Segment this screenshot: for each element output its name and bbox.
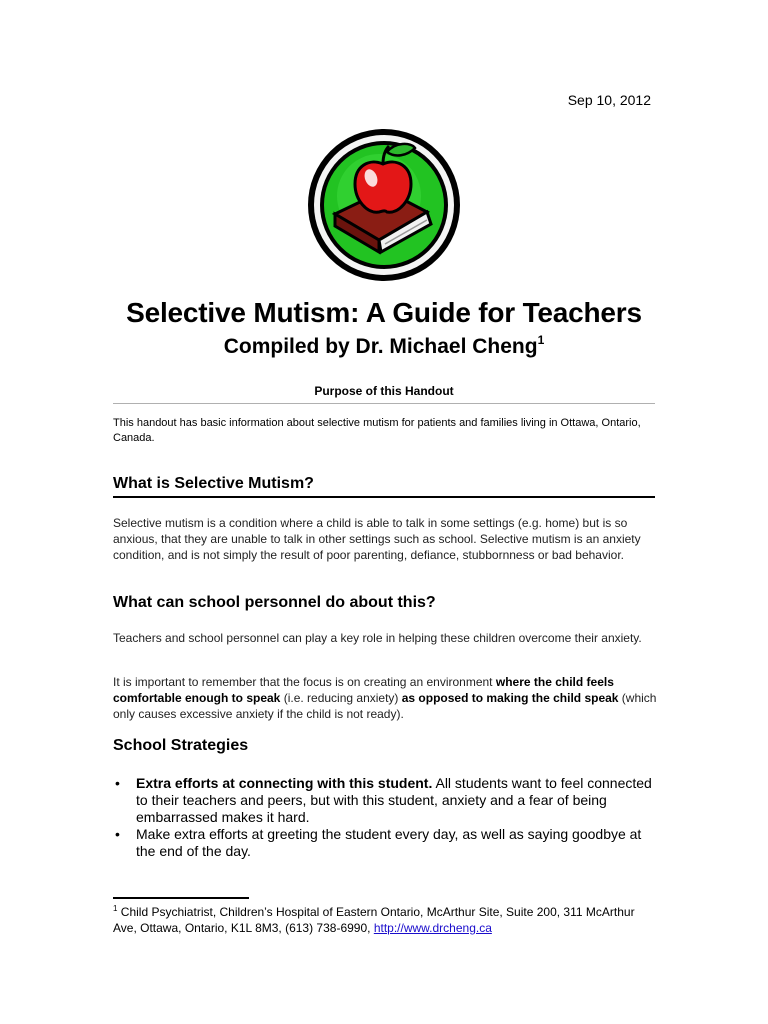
apple-on-book-icon [307,128,461,282]
section-heading-what-is: What is Selective Mutism? [113,475,655,498]
footnote-separator [113,897,249,899]
bullet-icon: • [115,826,120,842]
emphasis-text: where the child feels comfortable enough to speak [113,675,614,705]
section-text-what-can-2 [113,674,658,722]
purpose-heading: Purpose of this Handout [113,384,655,404]
footnote-reference: 1 [537,333,545,347]
section-heading-strategies: School Strategies [113,737,249,754]
purpose-text: This handout has basic information about selective mutism for patients and families living in Ottawa, Ontario, Canada. [113,417,641,444]
website-link[interactable]: http://www.drcheng.ca [373,921,492,935]
document-subtitle [0,333,768,359]
footnote-text: Child Psychiatrist, Children’s Hospital of Eastern Ontario, McArthur Site, Suite 200, 311 McArthur Ave, Ottawa, Ontario, K1L 8M3, (613) 738-6990, [113,905,635,935]
bullet-icon: • [115,775,120,791]
footnote [113,901,658,936]
text-run: (which only causes excessive anxiety if the child is not ready). [113,691,657,721]
list-item-text: Make extra efforts at greeting the student every day, as well as saying goodbye at the end of the day. [136,826,642,859]
section-text-what-is: Selective mutism is a condition where a child is able to talk in some settings (e.g. home) but is so anxious, that they are unable to talk in other settings such as school. Selective mutism is an anxiety condition, and is not simply the result of poor parenting, defiance, stubbornness or bad behavior. [113,516,641,562]
document-date: Sep 10, 2012 [567,92,651,108]
emphasis-text: as opposed to making the child speak [401,691,619,705]
section-heading-what-can: What can school personnel do about this? [113,594,436,611]
document-title: Selective Mutism: A Guide for Teachers [126,297,642,328]
section-text-what-can-1: Teachers and school personnel can play a key role in helping these children overcome their anxiety. [113,631,642,645]
list-item-text: All students want to feel connected to their teachers and peers, but with this student, anxiety and a fear of being embarrassed makes it hard. [136,775,652,825]
list-item [113,826,658,860]
footnote-marker: 1 [113,904,118,913]
list-item-emphasis: Extra efforts at connecting with this student. [136,775,433,791]
strategies-list [113,775,658,860]
text-run: It is important to remember that the focus is on creating an environment [113,675,496,689]
text-run: (i.e. reducing anxiety) [280,691,402,705]
list-item [113,775,658,826]
subtitle-text: Compiled by Dr. Michael Cheng [223,335,538,358]
